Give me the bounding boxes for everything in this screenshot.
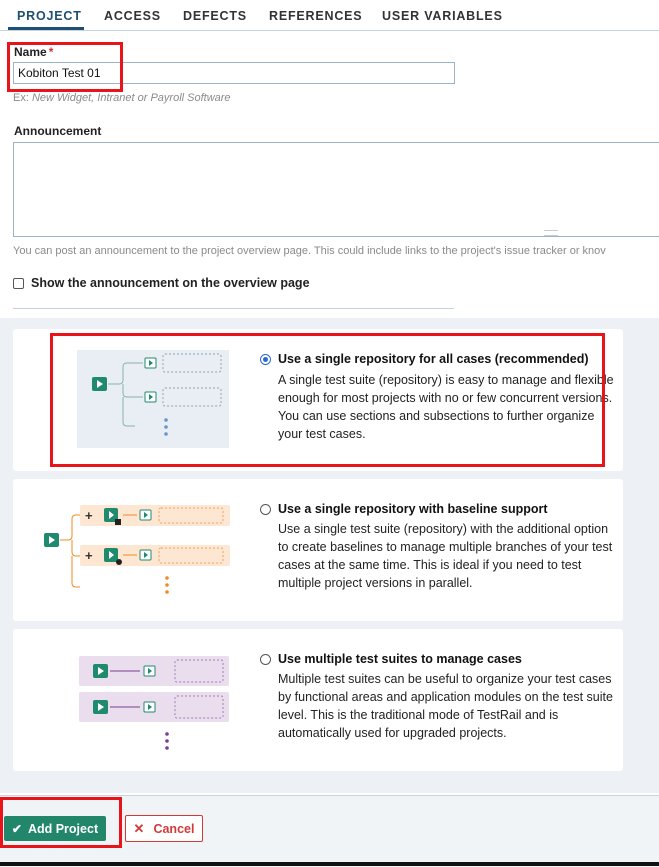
show-announcement-checkbox[interactable] [13,278,24,289]
baseline-title: Use a single repository with baseline support [278,502,548,516]
multiple-suites-radio[interactable] [260,654,271,665]
svg-text:+: + [85,508,93,523]
multiple-suites-illustration [79,654,231,750]
resize-grip[interactable] [544,230,558,236]
name-label [14,45,53,59]
option-card-multiple-suites[interactable] [13,629,623,771]
option-card-baseline[interactable] [13,479,623,621]
tab-access[interactable]: ACCESS [104,9,161,23]
active-tab-indicator [8,27,84,30]
add-project-label: Add Project [27,821,99,836]
bottom-edge [0,862,659,866]
tab-project[interactable]: PROJECT [17,9,82,23]
suite-mode-panel [0,318,659,793]
single-repo-description: A single test suite (repository) is easy to manage and flexible enough for most projects with no or few concurrent versions. You can use sections and subsections to further organize your test cases. [278,373,614,441]
divider [13,308,454,309]
svg-text:+: + [85,548,93,563]
close-icon: ✕ [133,820,145,836]
add-project-button[interactable] [4,816,106,841]
cancel-button[interactable] [125,815,203,842]
name-label-text: Name [14,45,47,59]
show-announcement-label: Show the announcement on the overview page [31,276,310,290]
announcement-textarea[interactable] [13,142,659,237]
name-hint [13,92,231,104]
name-hint-prefix: Ex: [13,92,32,104]
announcement-label: Announcement [14,124,102,138]
show-announcement-row[interactable] [13,276,310,290]
announcement-hint: You can post an announcement to the project overview page. This could include links to the project's issue tracker or knov [13,245,606,257]
checkmark-icon: ✔ [11,821,22,836]
tab-bar [0,0,659,31]
tab-defects[interactable]: DEFECTS [183,9,247,23]
baseline-description: Use a single test suite (repository) with the additional option to create baselines to manage multiple branches of your test cases at the same time. This is ideal if you need to test multiple project versions in parallel. [278,522,613,590]
tab-references[interactable]: REFERENCES [269,9,363,23]
single-repo-radio[interactable] [260,354,271,365]
baseline-illustration [44,505,234,599]
cancel-label: Cancel [153,821,195,836]
single-repo-title: Use a single repository for all cases (recommended) [278,352,589,366]
option-card-single-repo[interactable] [13,329,623,471]
multiple-suites-title: Use multiple test suites to manage cases [278,652,522,666]
single-repo-illustration [77,350,229,448]
baseline-radio[interactable] [260,504,271,515]
multiple-suites-description: Multiple test suites can be useful to organize your test cases by functional areas and application modules on the test suite level. This is the traditional mode of TestRail and is automatically used for upgraded projects. [278,672,613,740]
tab-user-variables[interactable]: USER VARIABLES [382,9,503,23]
required-marker: * [48,45,54,59]
name-hint-example: New Widget, Intranet or Payroll Software [31,92,231,104]
name-input[interactable] [13,62,455,84]
